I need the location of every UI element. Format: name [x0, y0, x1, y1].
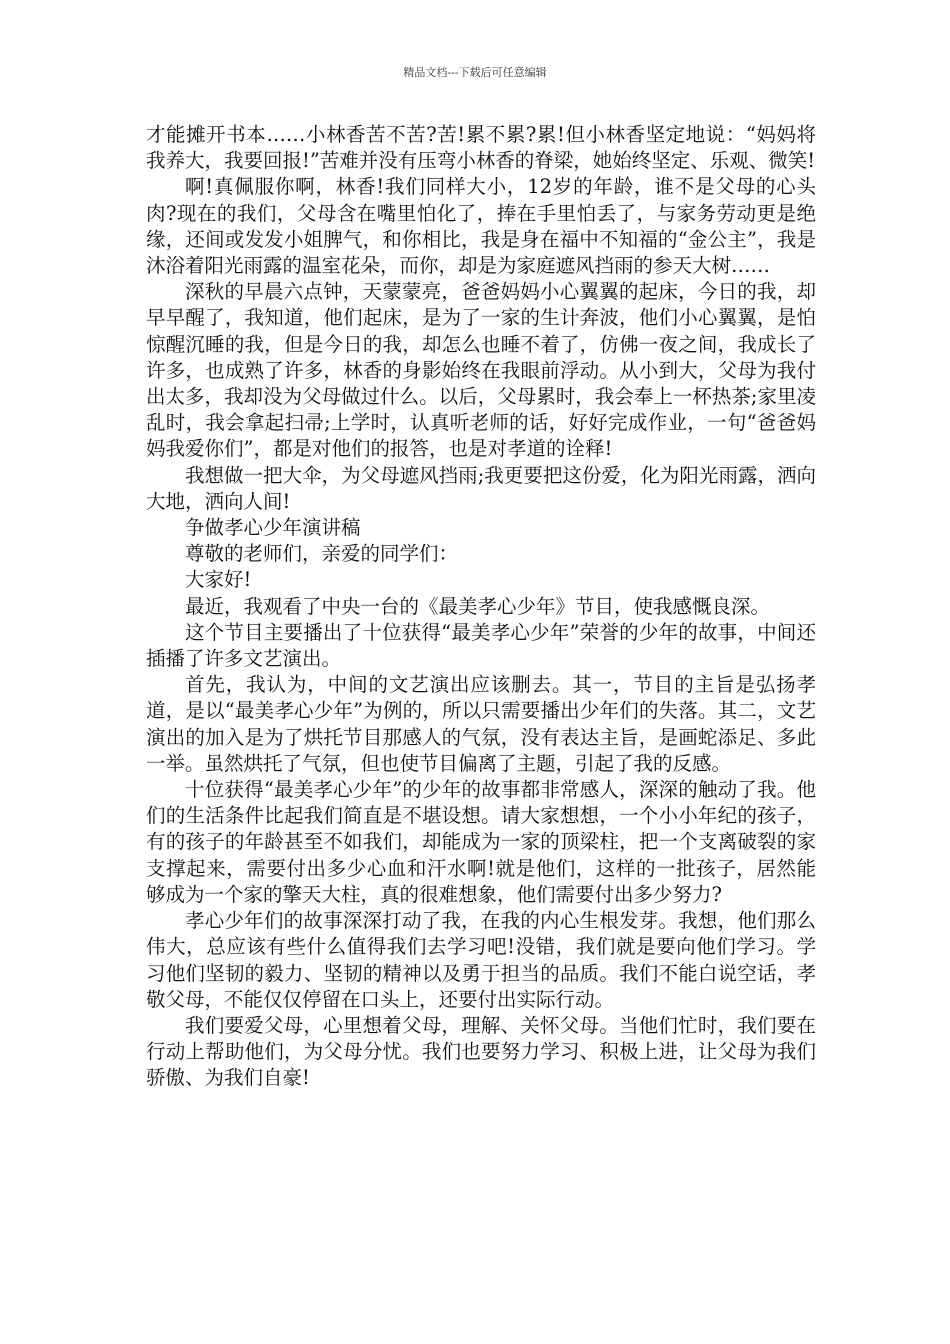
speech-title: 争做孝心少年演讲稿 — [185, 516, 361, 540]
salutation: 尊敬的老师们，亲爱的同学们： — [185, 542, 459, 566]
paragraph: 我想做一把大伞，为父母遮风挡雨;我更要把这份爱，化为阳光雨露，洒向大地，洒向人间! — [146, 463, 816, 513]
paragraph: 才能摊开书本……小林香苦不苦?苦!累不累?累!但小林香坚定地说：“妈妈将我养大，我要回报!”苦难并没有压弯小林香的脊梁，她始终坚定、乐观、微笑! — [146, 123, 816, 173]
paragraph: 首先，我认为，中间的文艺演出应该删去。其一，节目的主旨是弘扬孝道，是以“最美孝心少年”为例的，所以只需要播出少年们的失落。其二，文艺演出的加入是为了烘托节目那感人的气氛，没有表达主旨，是画蛇添足、多此一举。虽然烘托了气氛，但也使节目偏离了主题，引起了我的反感。 — [146, 673, 816, 775]
paragraph: 我们要爱父母，心里想着父母，理解、关怀父母。当他们忙时，我们要在行动上帮助他们，为父母分忧。我们也要努力学习、积极上进，让父母为我们骄傲、为我们自豪! — [146, 1013, 816, 1090]
paragraph: 啊!真佩服你啊，林香!我们同样大小，12岁的年龄，谁不是父母的心头肉?现在的我们，父母含在嘴里怕化了，捧在手里怕丢了，与家务劳动更是绝缘，还间或发发小姐脾气，和你相比，我是身在福中不知福的“金公主”，我是沐浴着阳光雨露的温室花朵，而你，却是为家庭遮风挡雨的参天大树…… — [146, 175, 816, 278]
paragraph: 最近，我观看了中央一台的《最美孝心少年》节目，使我感慨良深。 — [185, 594, 771, 618]
paragraph: 十位获得“最美孝心少年”的少年的故事都非常感人，深深的触动了我。他们的生活条件比起我们简直是不堪设想。请大家想想，一个小小年纪的孩子，有的孩子的年龄甚至不如我们，却能成为一家的顶梁柱，把一个支离破裂的家支撑起来，需要付出多少心血和汗水啊!就是他们，这样的一批孩子，居然能够成为一个家的擎天大柱，真的很难想象，他们需要付出多少努力? — [146, 778, 816, 906]
document-body — [146, 122, 816, 1092]
paragraph: 深秋的早晨六点钟，天蒙蒙亮，爸爸妈妈小心翼翼的起床，今日的我，却早早醒了，我知道，他们起床，是为了一家的生计奔波，他们小心翼翼，是怕惊醒沉睡的我，但是今日的我，却怎么也睡不着了，仿佛一夜之间，我成长了许多，也成熟了许多，林香的身影始终在我眼前浮动。从小到大，父母为我付出太多，我却没为父母做过什么。以后，父母累时，我会奉上一杯热茶;家里凌乱时，我会拿起扫帚;上学时，认真听老师的话，好好完成作业，一句“爸爸妈妈我爱你们”，都是对他们的报答，也是对孝道的诠释! — [146, 280, 816, 461]
page-header: 精品文档---下载后可任意编辑 — [403, 66, 547, 79]
paragraph: 孝心少年们的故事深深打动了我，在我的内心生根发芽。我想，他们那么伟大，总应该有些什么值得我们去学习吧!没错，我们就是要向他们学习。学习他们坚韧的毅力、坚韧的精神以及勇于担当的品质。我们不能白说空话，孝敬父母，不能仅仅停留在口头上，还要付出实际行动。 — [146, 909, 816, 1011]
paragraph: 这个节目主要播出了十位获得“最美孝心少年”荣誉的少年的故事，中间还插播了许多文艺演出。 — [146, 620, 816, 671]
greeting: 大家好! — [185, 568, 252, 592]
